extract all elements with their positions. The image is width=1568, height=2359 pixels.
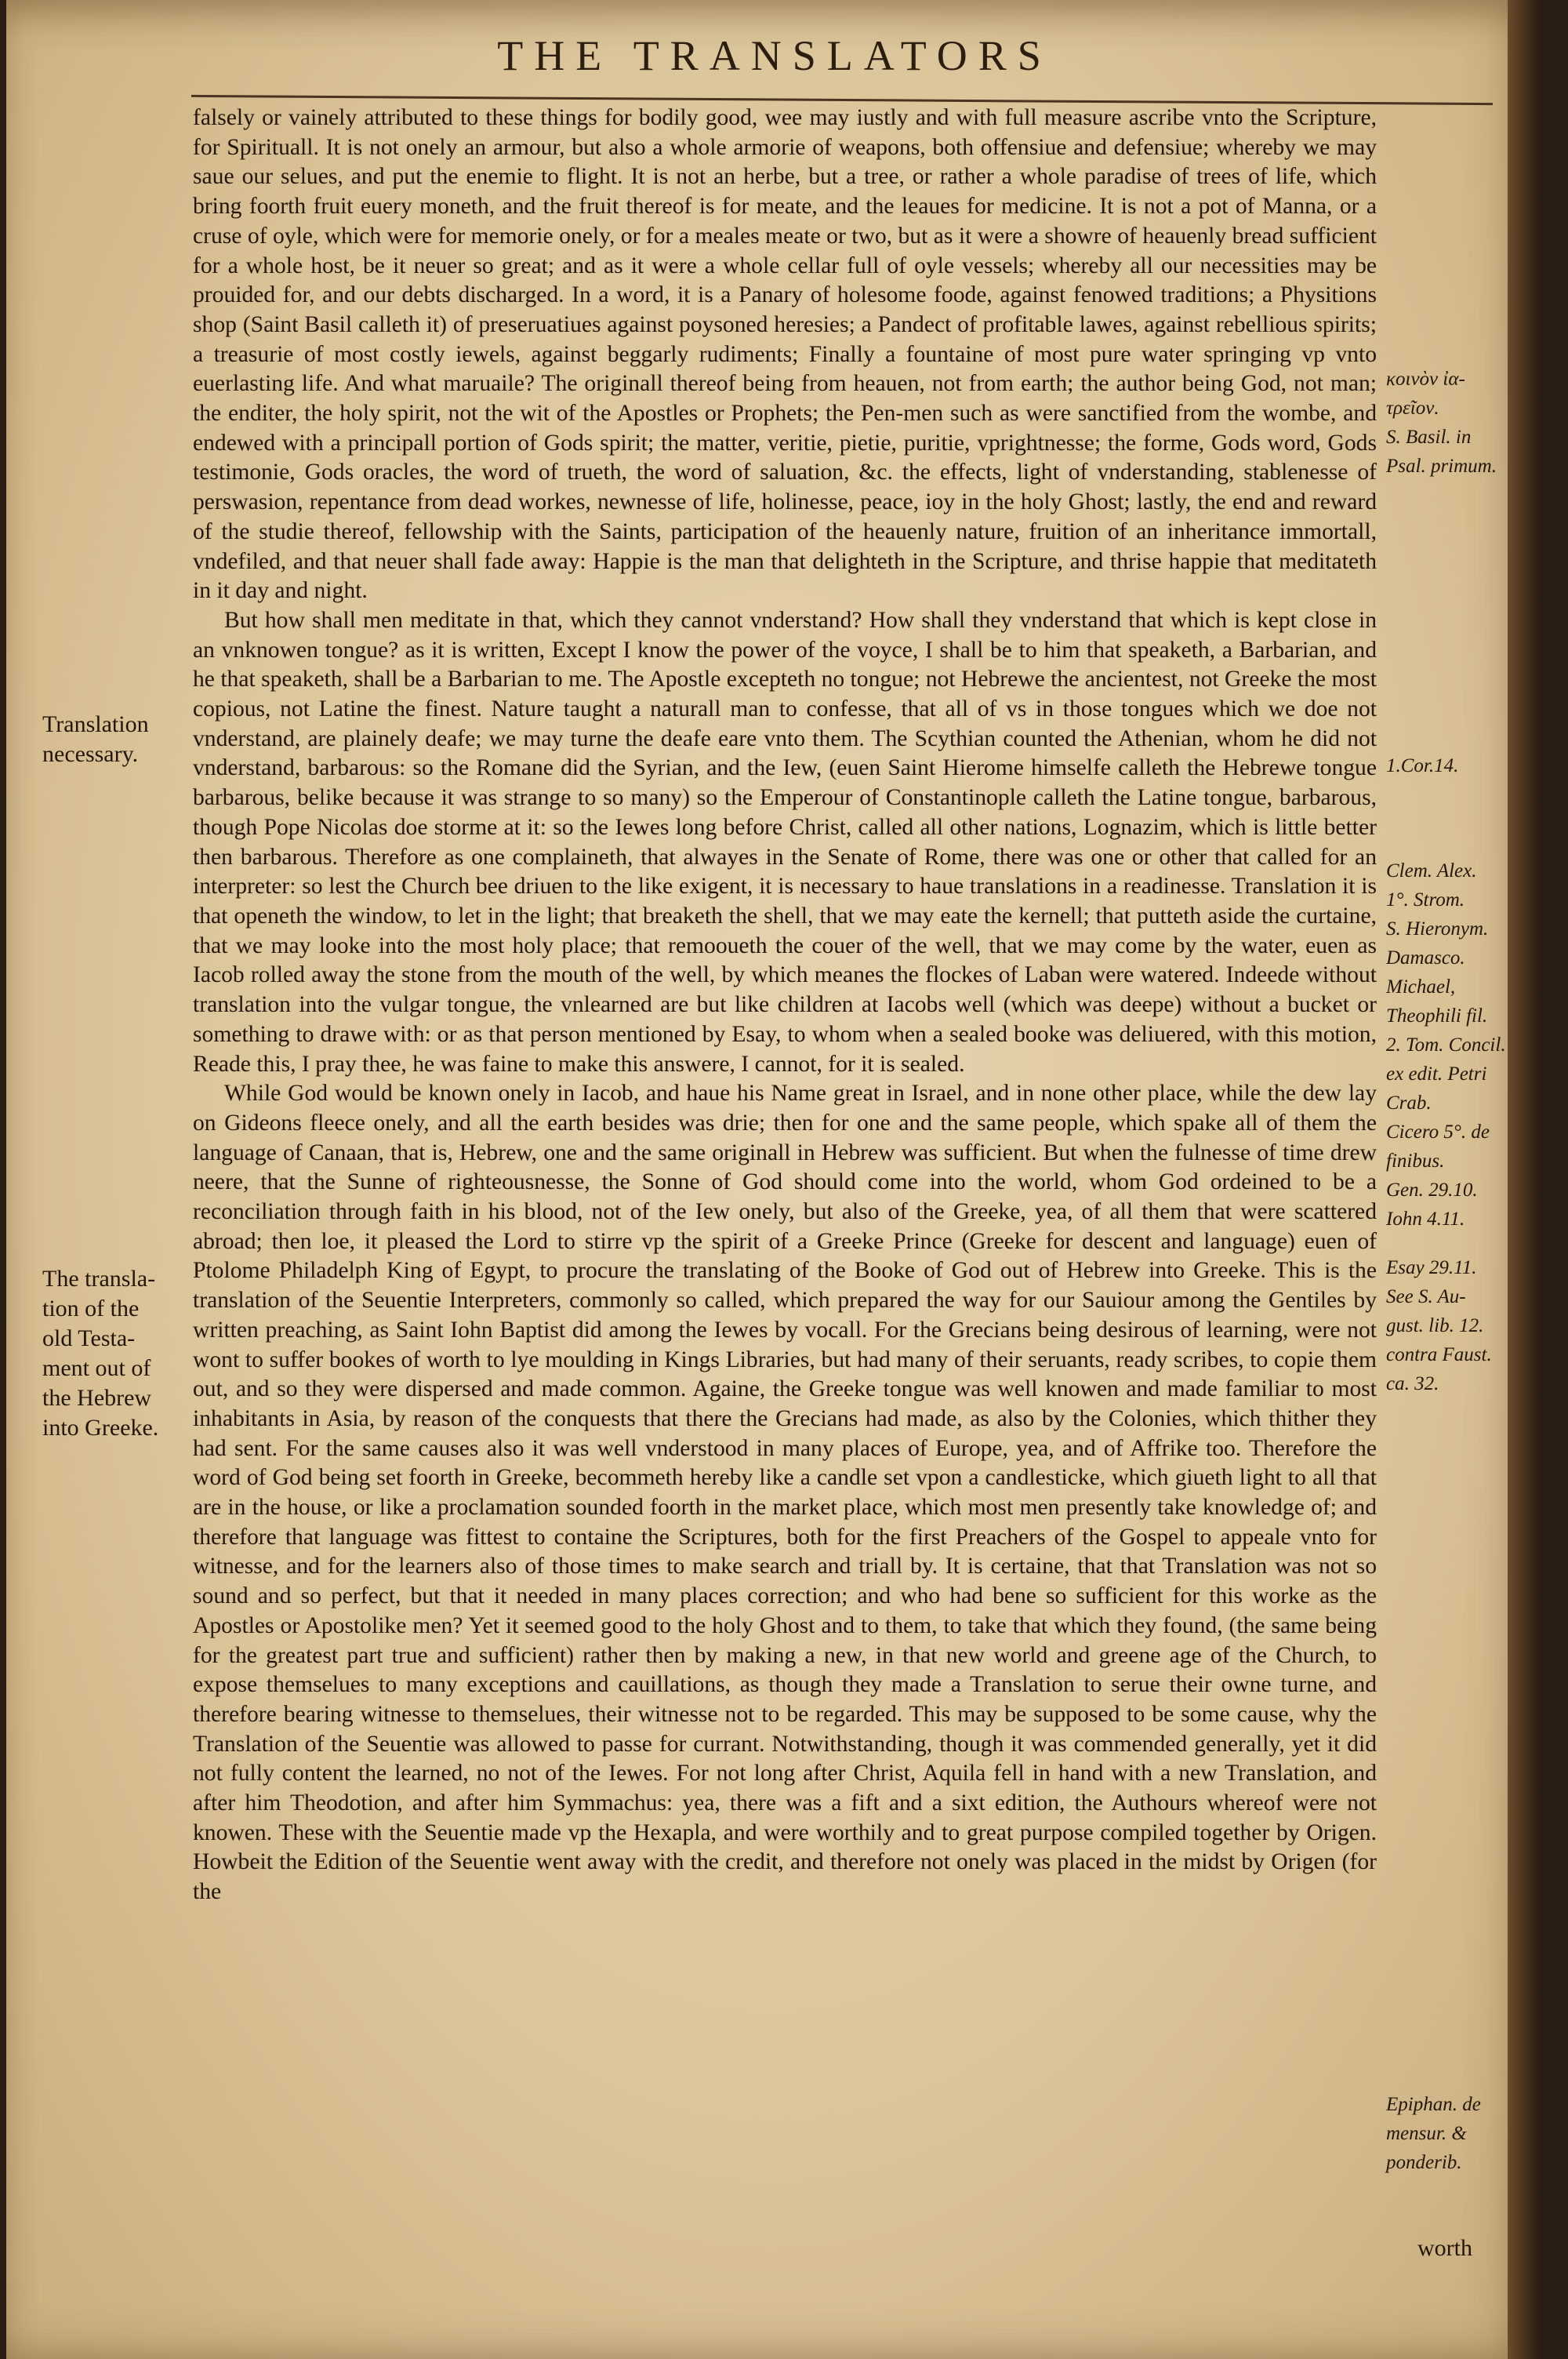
margin-note-line: Theophili fil. — [1386, 1005, 1488, 1027]
margin-note-line: τρεῖον. — [1386, 398, 1439, 419]
margin-note-line: ex edit. Petri — [1386, 1063, 1487, 1085]
margin-note-line: Damasco. — [1386, 947, 1465, 969]
margin-note-line: Esay 29.11. — [1386, 1257, 1477, 1278]
margin-note-line: old Testa- — [42, 1325, 136, 1351]
running-head: THE TRANSLATORS — [497, 32, 1052, 79]
page-gutter — [1508, 0, 1539, 2359]
margin-note-line: 1°. Strom. — [1386, 889, 1465, 911]
margin-note-translation-necessary — [42, 710, 183, 769]
paragraph: While God would be known onely in Iacob, and haue his Name great in Israel, and in none other place, while the dew lay on Gideons fleece onely, and all the earth besides was drie; then for one and the same people, which spake all of them the language of Canaan, that is, Hebrew, one and the same originall in Hebrew was sufficient. But when the fulnesse of time drew neere, that the Sunne of righteousnesse, the Sonne of God should come into the world, whom God ordeined to be a reconciliation through faith in his blood, not of the Iew onely, but also of the Greeke, yea, of all them that were scattered abroad; then loe, it pleased the Lord to stirre vp the spirit of a Greeke Prince (Greeke for descent and language) euen of Ptolome Philadelph King of Egypt, to procure the translating of the Booke of God out of Hebrew into Greeke. This is the translation of the Seuentie Interpreters, commonly so called, which prepared the way for our Sauiour among the Gentiles by written preaching, as Saint Iohn Baptist did among the Iewes by vocall. For the Grecians being desirous of learning, were not wont to suffer bookes of worth to lye moulding in Kings Libraries, but had many of their seruants, ready scribes, to copie them out, and so they were dispersed and made common. Againe, the Greeke tongue was well knowen and made familiar to most inhabitants in Asia, by reason of the conquests that there the Grecians had made, as also by the Colonies, which thither they had sent. For the same causes also it was well vnderstood in many places of Europe, yea, and of Affrike too. Therefore the word of God being set foorth in Greeke, becommeth hereby like a candle set vpon a candlesticke, which giueth light to all that are in the house, or like a proclamation sounded foorth in the market place, which most men presently take knowledge of; and therefore that language was fittest to containe the Scriptures, both for the first Preachers of the Gospel to appeale vnto for witnesse, and for the learners also of those times to make search and triall by. It is certaine, that that Translation was not so sound and so perfect, but that it needed in many places correction; and who had bene so sufficient for this worke as the Apostles or Apostolike men? Yet it seemed good to the holy Ghost and to them, to take that which they found, (the same being for the greatest part true and sufficient) rather then by making a new, in that new world and greene age of the Church, to expose themselues to many exceptions and cauillations, as though they made a Translation to serue their owne turne, and therefore bearing witnesse to themselues, their witnesse not to be regarded. This may be supposed to be some cause, why the Translation of the Seuentie was allowed to passe for currant. Notwithstanding, though it was commended generally, yet it did not fully content the learned, no not of the Iewes. For not long after Christ, Aquila fell in hand with a new Translation, and after him Theodotion, and after him Symmachus: yea, there was a fift and a sixt edition, the Authours whereof were not knowen. These with the Seuentie made vp the Hexapla, and were worthily and to great purpose compiled together by Origen. Howbeit the Edition of the Seuentie went away with the credit, and therefore not onely was placed in the midst by Origen (for the — [193, 1081, 1377, 1905]
margin-note-line: ca. 32. — [1386, 1373, 1439, 1394]
margin-note-line: Iohn 4.11. — [1386, 1209, 1465, 1230]
margin-note-epiphan — [1386, 2090, 1504, 2177]
paragraph: falsely or vainely attributed to these things for bodily good, wee may iustly and with full measure ascribe vnto the Scripture, for Spirituall. It is not onely an armour, but also a whole armorie of weapons, both offensiue and defensiue; whereby we may saue our selues, and put the enemie to flight. It is not an herbe, but a tree, or rather a whole paradise of trees of life, which bring foorth fruit euery moneth, and the fruit thereof is for meate, and the leaues for medicine. It is not a pot of Manna, or a cruse of oyle, which were for memorie onely, or for a meales meate or two, but as it were a showre of heauenly bread sufficient for a whole host, be it neuer so great; and as it were a whole cellar full of oyle vessels; whereby all our necessities may be prouided for, and our debts discharged. In a word, it is a Panary of holesome foode, against fenowed traditions; a Physitions shop (Saint Basil calleth it) of preseruatiues against poysoned heresies; a Pandect of profitable lawes, against rebellious spirits; a treasurie of most costly iewels, against beggarly rudiments; Finally a fountaine of most pure water springing vp vnto euerlasting life. And what maruaile? The originall thereof being from heauen, not from earth; the author being God, not man; the enditer, the holy spirit, not the wit of the Apostles or Prophets; the Pen-men such as were sanctified from the wombe, and endewed with a principall portion of Gods spirit; the matter, veritie, pietie, puritie, vprightnesse; the forme, Gods word, Gods testimonie, Gods oracles, the word of trueth, the word of saluation, &c. the effects, light of vnderstanding, stablenesse of perswasion, repentance from dead workes, newnesse of life, holinesse, peace, ioy in the holy Ghost; lastly, the end and reward of the studie thereof, fellowship with the Saints, participation of the heauenly nature, fruition of an inheritance immortall, vndefiled, and that neuer shall fade away: Happie is the man that delighteth in the Scripture, and thrise happie that meditateth in it day and night. — [193, 105, 1377, 604]
margin-note-line: ponderib. — [1386, 2152, 1462, 2173]
margin-note-line: tion of the — [42, 1296, 140, 1321]
catchword: worth — [1417, 2235, 1472, 2261]
margin-note-basil — [1386, 365, 1504, 481]
margin-note-line: Clem. Alex. — [1386, 860, 1477, 881]
margin-note-line: contra Faust. — [1386, 1344, 1492, 1365]
margin-note-line: gust. lib. 12. — [1386, 1315, 1484, 1336]
margin-note-line: Crab. — [1386, 1092, 1432, 1114]
margin-note-line: the Hebrew — [42, 1385, 152, 1411]
margin-note-line: ment out of — [42, 1355, 151, 1381]
margin-note-line: Epiphan. de — [1386, 2094, 1481, 2115]
margin-note-line: Translation — [42, 711, 149, 737]
margin-note-line: See S. Au- — [1386, 1286, 1466, 1307]
margin-note-line: 2. Tom. Concil. — [1386, 1034, 1506, 1056]
paragraph: But how shall men meditate in that, which they cannot vnderstand? How shall they vnderstand that which is kept close in an vnknowen tongue? as it is written, Except I know the power of the voyce, I shall be to him that speaketh, a Barbarian, and he that speaketh, shall be a Barbarian to me. The Apostle excepteth no tongue; not Hebrewe the ancientest, not Greeke the most copious, not Latine the finest. Nature taught a naturall man to confesse, that all of vs in those tongues which we doe not vnderstand, are plainely deafe; we may turne the deafe eare vnto them. The Scythian counted the Athenian, whom he did not vnderstand, barbarous: so the Romane did the Syrian, and the Iew, (euen Saint Hierome himselfe calleth the Hebrewe tongue barbarous, belike because it was strange to so many) so the Emperour of Constantinople calleth the Latine tongue, barbarous, though Pope Nicolas doe storme at it: so the Iewes long before Christ, called all other nations, Lognazim, which is little better then barbarous. Therefore as one complaineth, that alwayes in the Senate of Rome, there was one or other that called for an interpreter: so lest the Church bee driuen to the like exigent, it is necessary to haue translations in a readinesse. Translation it is that openeth the window, to let in the light; that breaketh the shell, that we may eate the kernell; that putteth aside the curtaine, that we may looke into the most holy place; that remooueth the couer of the well, that we may come by the water, euen as Iacob rolled away the stone from the mouth of the well, by which meanes the flockes of Laban were watered. Indeede without translation into the vulgar tongue, the vnlearned are but like children at Iacobs well (which was deepe) without a bucket or something to drawe with: or as that person mentioned by Esay, to whom when a sealed booke was deliuered, with this motion, Reade this, I pray thee, he was faine to make this answere, I cannot, for it is sealed. — [193, 607, 1377, 1077]
margin-note-line: into Greeke. — [42, 1415, 159, 1441]
margin-note-line: Gen. 29.10. — [1386, 1180, 1478, 1201]
margin-note-line: S. Basil. in — [1386, 427, 1472, 448]
margin-note-line: 1.Cor.14. — [1386, 755, 1459, 776]
margin-note-line: S. Hieronym. — [1386, 918, 1489, 940]
margin-note-corinthians — [1386, 751, 1504, 780]
margin-note-esay — [1386, 1253, 1504, 1398]
margin-note-line: finibus. — [1386, 1150, 1445, 1172]
book-page — [6, 0, 1539, 2359]
margin-note-line: mensur. & — [1386, 2123, 1467, 2144]
margin-note-references — [1386, 856, 1504, 1234]
margin-note-line: Cicero 5°. de — [1386, 1121, 1490, 1143]
margin-note-line: Michael, — [1386, 976, 1456, 998]
margin-note-translation-into-greeke — [42, 1264, 183, 1443]
margin-note-line: Psal. primum. — [1386, 456, 1497, 477]
margin-note-line: κοινὸν ἰα- — [1386, 369, 1465, 390]
margin-note-line: necessary. — [42, 741, 139, 767]
main-text — [193, 104, 1377, 1907]
margin-note-line: The transla- — [42, 1266, 156, 1292]
